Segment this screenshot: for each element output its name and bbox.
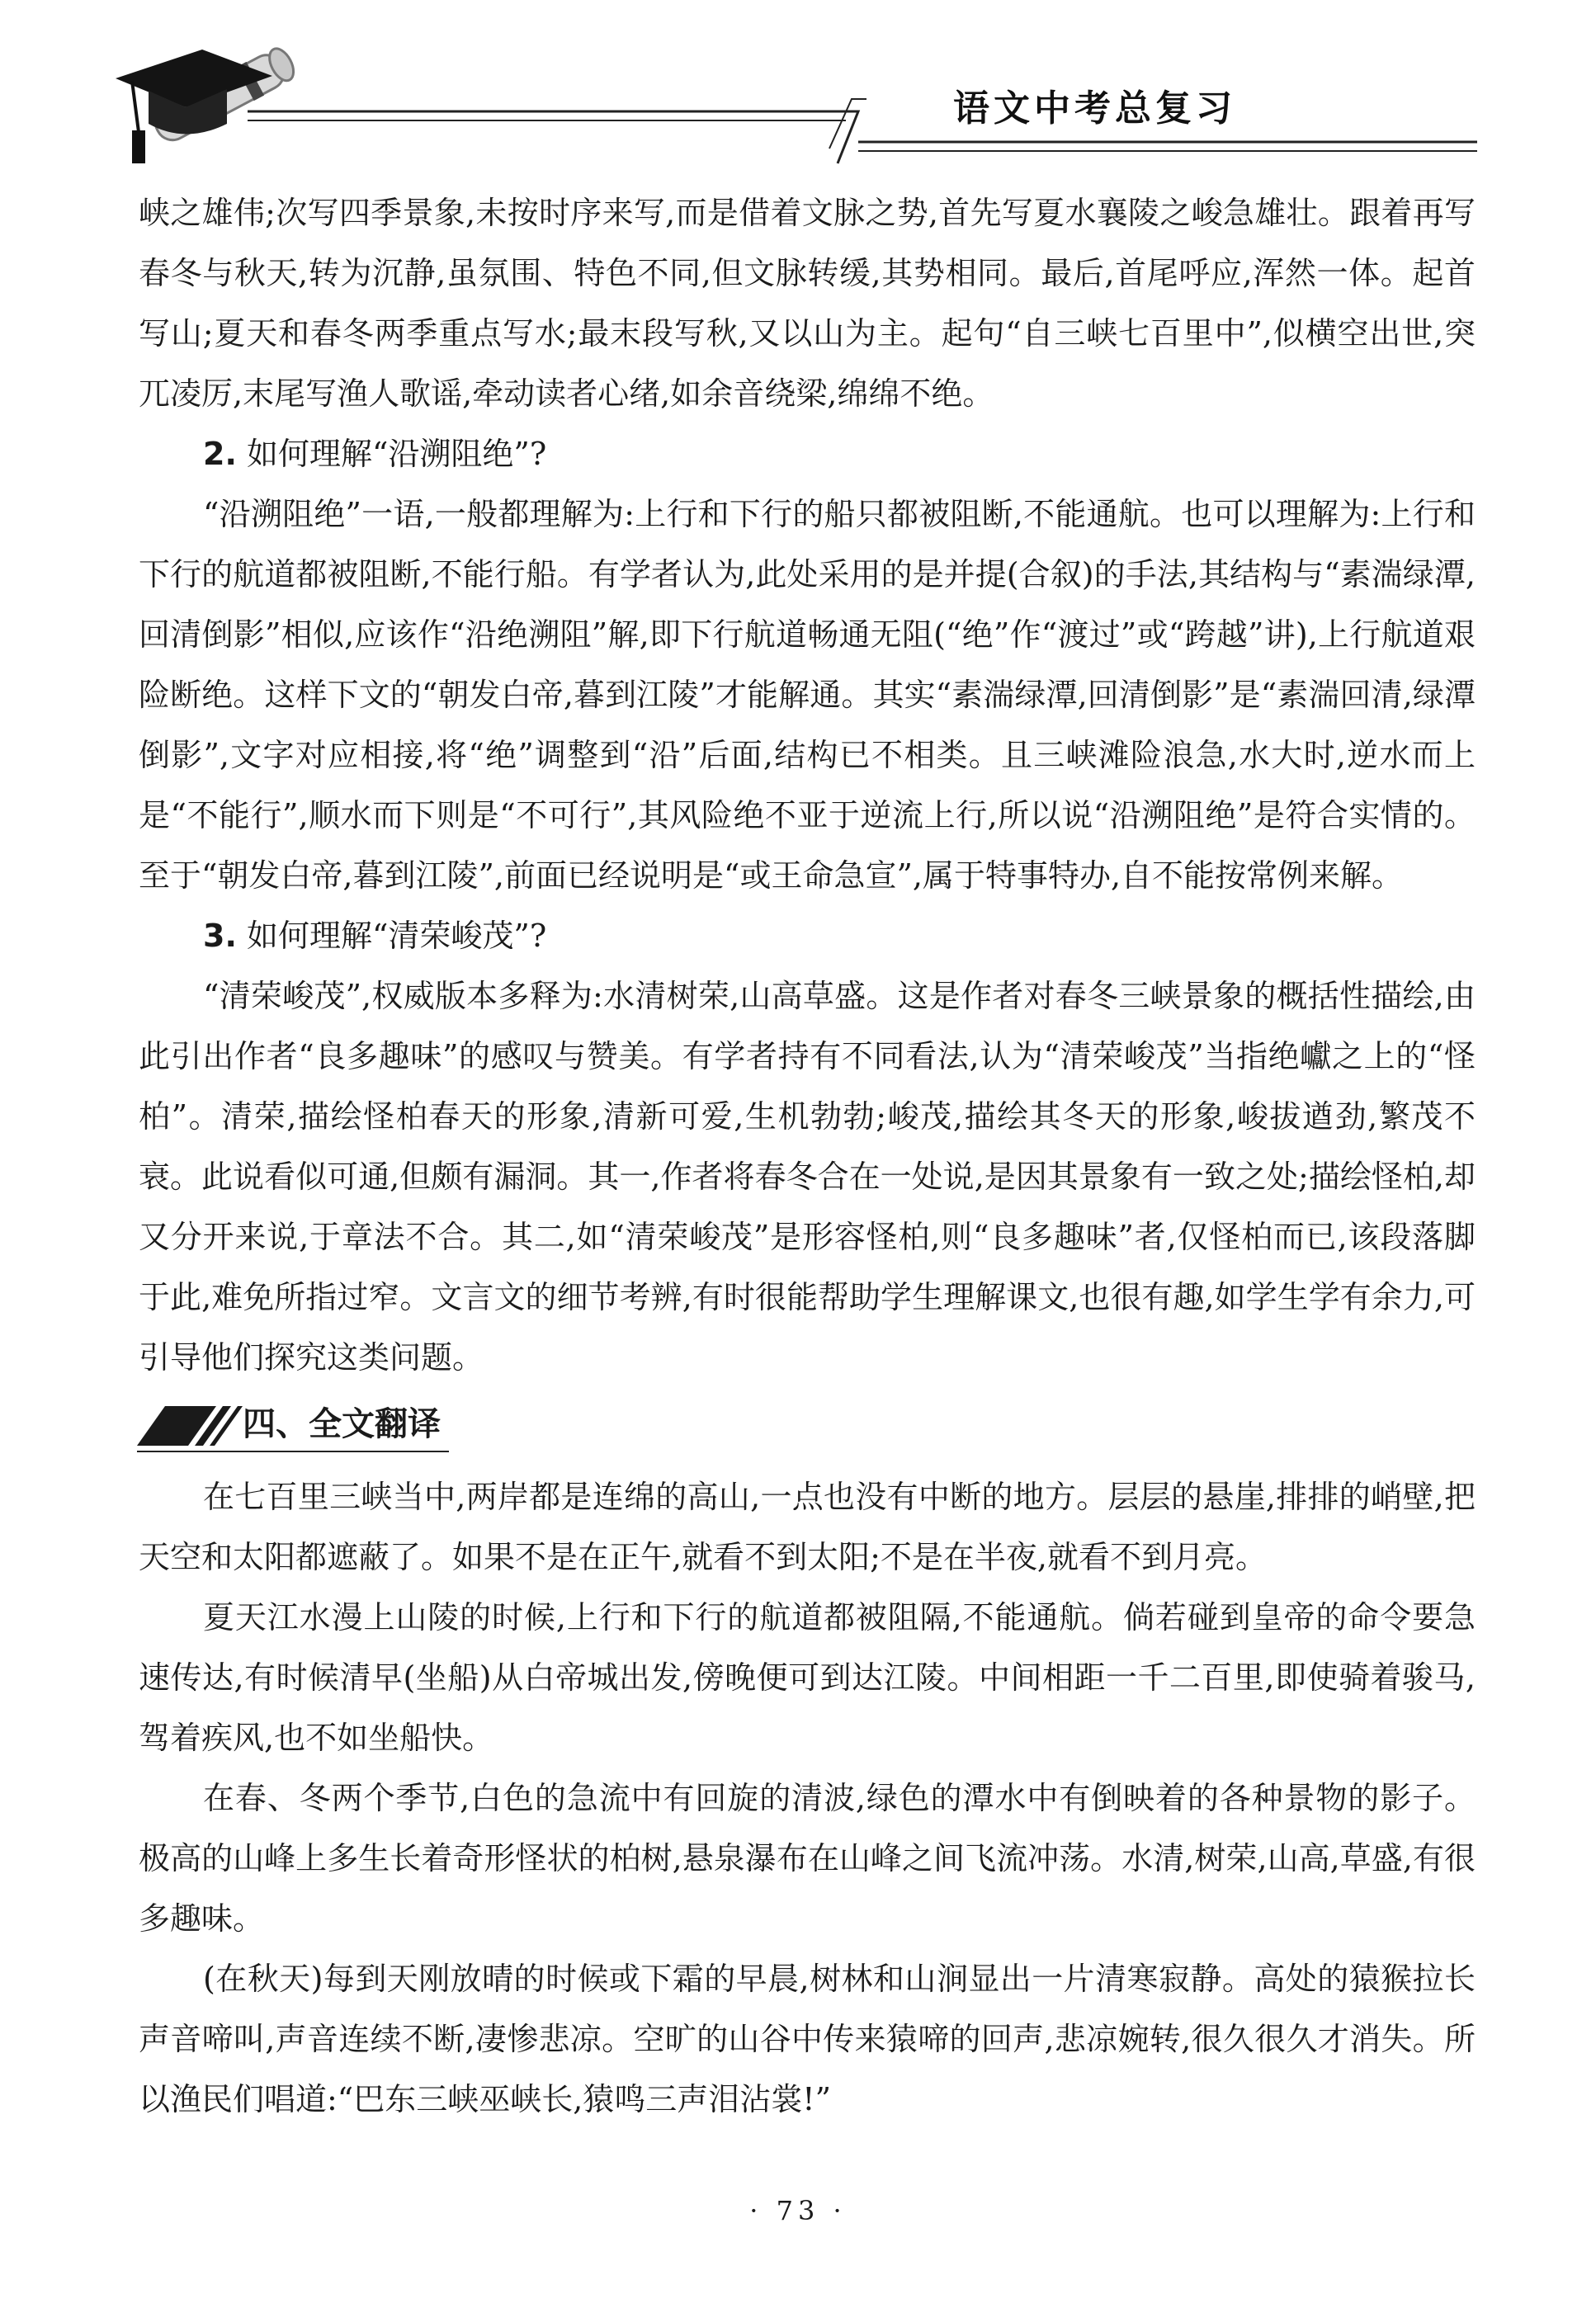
header-title: 语文中考总复习 [953,87,1236,130]
section-stripes-icon [137,1403,244,1449]
section-underline [137,1451,449,1452]
translation-paragraph: 在七百里三峡当中,两岸都是连绵的高山,一点也没有中断的地方。层层的悬崖,排排的峭壁,把天空和太阳都遮蔽了。如果不是在正午,就看不到太阳;不是在半夜,就看不到月亮。 [139,1479,1476,1575]
translation-paragraph: 在春、冬两个季节,白色的急流中有回旋的清波,绿色的潭水中有倒映着的各种景物的影子。极高的山峰上多生长着奇形怪状的柏树,悬泉瀑布在山峰之间飞流冲荡。水清,树荣,山高,草盛,有很多趣味。 [139,1780,1476,1937]
page-header [0,0,1596,177]
section-title: 四、全文翻译 [243,1405,441,1443]
question-3 [139,906,1476,966]
question-number: 2. [203,436,237,472]
section-heading [137,1396,1476,1461]
translation-paragraph: (在秋天)每到天刚放晴的时候或下霜的早晨,树林和山涧显出一片清寒寂静。高处的猿猴拉长声音啼叫,声音连续不断,凄惨悲凉。空旷的山谷中传来猿啼的回声,悲凉婉转,很久很久才消失。所以渔民们唱道:“巴东三峡巫峡长,猿鸣三声泪沾裳!” [139,1961,1476,2117]
page-number: · 73 · [749,2195,847,2226]
page-content [139,183,1476,2130]
paragraph: 峡之雄伟;次写四季景象,未按时序来写,而是借着文脉之势,首先写夏水襄陵之峻急雄壮。跟着再写春冬与秋天,转为沉静,虽氛围、特色不同,但文脉转缓,其势相同。最后,首尾呼应,浑然一体。起首写山;夏天和春冬两季重点写水;最末段写秋,又以山为主。起句“自三峡七百里中”,似横空出世,突兀凌厉,末尾写渔人歌谣,牵动读者心绪,如余音绕梁,绵绵不绝。 [139,195,1476,412]
question-2 [139,424,1476,484]
question-text: 如何理解“沿溯阻绝”? [246,436,547,472]
question-text: 如何理解“清荣峻茂”? [246,918,547,954]
question-number: 3. [203,918,237,954]
answer-3: “清荣峻茂”,权威版本多释为:水清树荣,山高草盛。这是作者对春冬三峡景象的概括性描绘,由此引出作者“良多趣味”的感叹与赞美。有学者持有不同看法,认为“清荣峻茂”当指绝巘之上的“怪柏”。清荣,描绘怪柏春天的形象,清新可爱,生机勃勃;峻茂,描绘其冬天的形象,峻拔遒劲,繁茂不衰。此说看似可通,但颇有漏洞。其一,作者将春冬合在一处说,是因其景象有一致之处;描绘怪柏,却又分开来说,于章法不合。其二,如“清荣峻茂”是形容怪柏,则“良多趣味”者,仅怪柏而已,该段落脚于此,难免所指过窄。文言文的细节考辨,有时很能帮助学生理解课文,也很有趣,如学生学有余力,可引导他们探究这类问题。 [139,978,1476,1376]
graduation-cap-and-diploma-icon [0,0,1596,177]
translation-paragraph: 夏天江水漫上山陵的时候,上行和下行的航道都被阻隔,不能通航。倘若碰到皇帝的命令要急速传达,有时候清早(坐船)从白帝城出发,傍晚便可到达江陵。中间相距一千二百里,即使骑着骏马,驾着疾风,也不如坐船快。 [139,1599,1476,1756]
answer-2: “沿溯阻绝”一语,一般都理解为:上行和下行的船只都被阻断,不能通航。也可以理解为:上行和下行的航道都被阻断,不能行船。有学者认为,此处采用的是并提(合叙)的手法,其结构与“素湍绿潭,回清倒影”相似,应该作“沿绝溯阻”解,即下行航道畅通无阻(“绝”作“渡过”或“跨越”讲),上行航道艰险断绝。这样下文的“朝发白帝,暮到江陵”才能解通。其实“素湍绿潭,回清倒影”是“素湍回清,绿潭倒影”,文字对应相接,将“绝”调整到“沿”后面,结构已不相类。且三峡滩险浪急,水大时,逆水而上是“不能行”,顺水而下则是“不可行”,其风险绝不亚于逆流上行,所以说“沿溯阻绝”是符合实情的。至于“朝发白帝,暮到江陵”,前面已经说明是“或王命急宣”,属于特事特办,自不能按常例来解。 [139,496,1476,894]
